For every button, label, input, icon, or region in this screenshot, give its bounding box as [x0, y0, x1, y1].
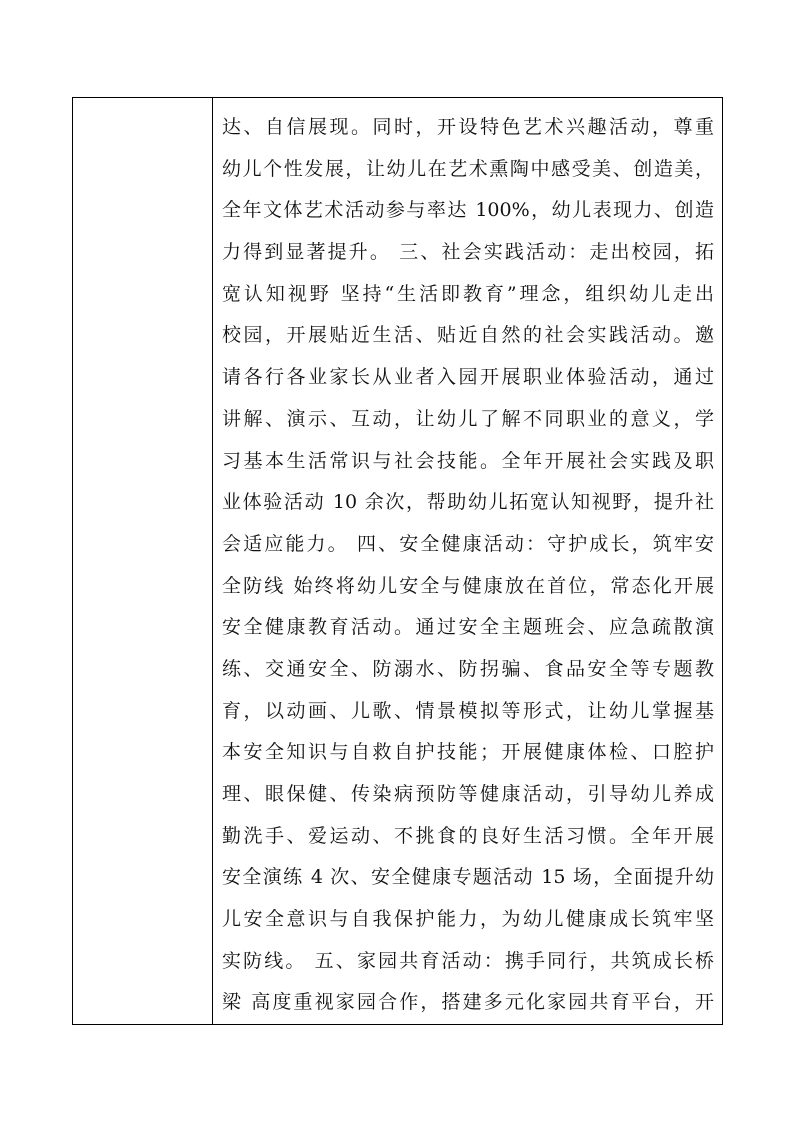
body-line: 育，以动画、儿歌、情景模拟等形式，让幼儿掌握基	[222, 699, 714, 722]
body-line: 梁 高度重视家园合作，搭建多元化家园共育平台，开	[222, 991, 714, 1014]
body-line: 力得到显著提升。 三、社会实践活动：走出校园，拓	[222, 241, 714, 264]
body-line: 请各行各业家长从业者入园开展职业体验活动，通过	[222, 366, 714, 389]
body-line: 宽认知视野 坚持“生活即教育”理念，组织幼儿走出	[222, 282, 714, 305]
document-table	[72, 97, 723, 1025]
body-line: 练、交通安全、防溺水、防拐骗、食品安全等专题教	[222, 657, 714, 680]
table-right-cell	[213, 98, 722, 1024]
body-line: 幼儿个性发展，让幼儿在艺术熏陶中感受美、创造美，	[222, 157, 714, 180]
body-line: 安全演练 4 次、安全健康专题活动 15 场，全面提升幼	[222, 866, 714, 889]
body-line: 安全健康教育活动。通过安全主题班会、应急疏散演	[222, 616, 714, 639]
body-line: 讲解、演示、互动，让幼儿了解不同职业的意义，学	[222, 407, 714, 430]
body-line: 全年文体艺术活动参与率达 100%，幼儿表现力、创造	[222, 199, 714, 222]
body-line: 业体验活动 10 余次，帮助幼儿拓宽认知视野，提升社	[222, 491, 714, 514]
body-line: 实防线。 五、家园共育活动：携手同行，共筑成长桥	[222, 949, 714, 972]
body-line: 儿安全意识与自我保护能力，为幼儿健康成长筑牢坚	[222, 908, 714, 931]
body-line: 勤洗手、爱运动、不挑食的良好生活习惯。全年开展	[222, 824, 714, 847]
body-line: 会适应能力。 四、安全健康活动：守护成长，筑牢安	[222, 532, 714, 555]
table-left-cell	[73, 98, 213, 1024]
body-line: 全防线 始终将幼儿安全与健康放在首位，常态化开展	[222, 574, 714, 597]
body-line: 达、自信展现。同时，开设特色艺术兴趣活动，尊重	[222, 116, 714, 138]
body-line: 习基本生活常识与社会技能。全年开展社会实践及职	[222, 449, 714, 472]
body-line: 本安全知识与自救自护技能；开展健康体检、口腔护	[222, 741, 714, 764]
body-text	[222, 107, 714, 1024]
body-line: 校园，开展贴近生活、贴近自然的社会实践活动。邀	[222, 324, 714, 347]
body-line: 理、眼保健、传染病预防等健康活动，引导幼儿养成	[222, 783, 714, 805]
